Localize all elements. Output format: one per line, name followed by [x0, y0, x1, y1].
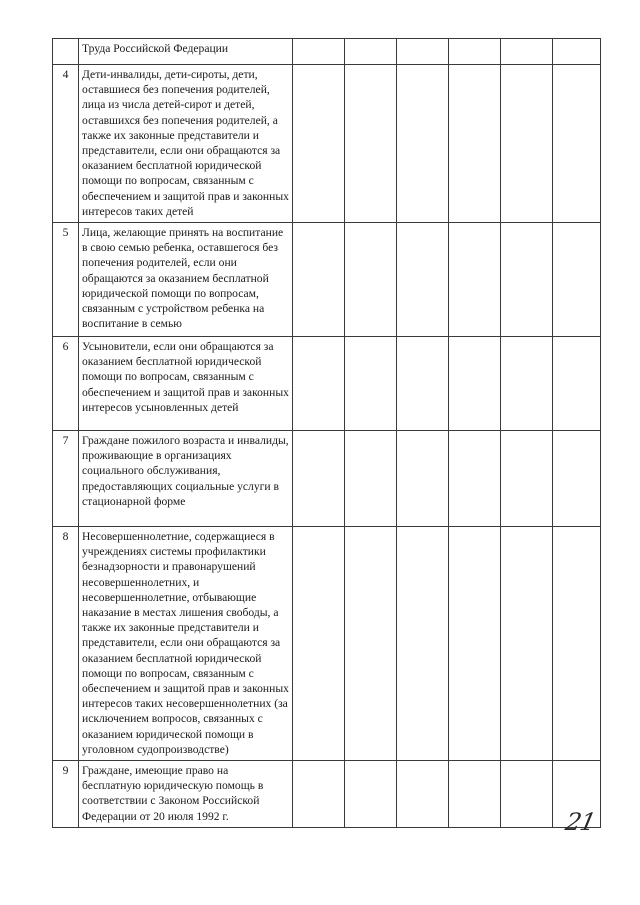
- empty-cell: [501, 39, 553, 65]
- table-row: [53, 223, 601, 337]
- row-number: 7: [53, 431, 79, 527]
- empty-cell: [397, 431, 449, 527]
- category-cell: Дети-инвалиды, дети-сироты, дети, оставшиеся без попечения родителей, лица из числа детей-сирот и детей, оставшихся без попечения родителей, а также их законные представители и представители, если они обращаются за оказанием бесплатной юридической помощи по вопросам, связанным с обеспечением и защитой прав и законных интересов таких детей: [79, 65, 293, 223]
- empty-cell: [397, 65, 449, 223]
- empty-cell: [449, 65, 501, 223]
- category-cell: Граждане, имеющие право на бесплатную юридическую помощь в соответствии с Законом Российской Федерации от 20 июля 1992 г.: [79, 761, 293, 828]
- empty-cell: [345, 431, 397, 527]
- empty-cell: [397, 527, 449, 761]
- empty-cell: [501, 223, 553, 337]
- empty-cell: [345, 527, 397, 761]
- empty-cell: [501, 527, 553, 761]
- table-row: [53, 39, 601, 65]
- empty-cell: [449, 223, 501, 337]
- page-number: 21: [563, 808, 598, 836]
- empty-cell: [345, 39, 397, 65]
- category-cell: Труда Российской Федерации: [79, 39, 293, 65]
- category-cell: Усыновители, если они обращаются за оказанием бесплатной юридической помощи по вопросам, связанным с обеспечением и защитой прав и законных интересов усыновленных детей: [79, 337, 293, 431]
- row-number: 6: [53, 337, 79, 431]
- empty-cell: [553, 431, 601, 527]
- empty-cell: [345, 761, 397, 828]
- table-row: [53, 527, 601, 761]
- table-row: [53, 431, 601, 527]
- empty-cell: [553, 65, 601, 223]
- empty-cell: [553, 223, 601, 337]
- empty-cell: [553, 337, 601, 431]
- empty-cell: [501, 431, 553, 527]
- empty-cell: [449, 527, 501, 761]
- empty-cell: [293, 527, 345, 761]
- table-row: [53, 337, 601, 431]
- empty-cell: [293, 39, 345, 65]
- row-number: 5: [53, 223, 79, 337]
- empty-cell: [501, 65, 553, 223]
- empty-cell: [293, 337, 345, 431]
- row-number: [53, 39, 79, 65]
- empty-cell: [449, 761, 501, 828]
- empty-cell: [449, 431, 501, 527]
- category-cell: Граждане пожилого возраста и инвалиды, проживающие в организациях социального обслуживания, предоставляющих социальные услуги в стационарной форме: [79, 431, 293, 527]
- document-table: [52, 38, 601, 828]
- empty-cell: [397, 39, 449, 65]
- empty-cell: [397, 223, 449, 337]
- empty-cell: [345, 223, 397, 337]
- empty-cell: [449, 337, 501, 431]
- category-cell: Лица, желающие принять на воспитание в свою семью ребенка, оставшегося без попечения родителей, если они обращаются за оказанием бесплатной юридической помощи по вопросам, связанным с устройством ребенка на воспитание в семью: [79, 223, 293, 337]
- empty-cell: [553, 527, 601, 761]
- row-number: 9: [53, 761, 79, 828]
- row-number: 8: [53, 527, 79, 761]
- empty-cell: [397, 337, 449, 431]
- table-row: [53, 761, 601, 828]
- empty-cell: [397, 761, 449, 828]
- empty-cell: [501, 761, 553, 828]
- row-number: 4: [53, 65, 79, 223]
- empty-cell: [345, 65, 397, 223]
- empty-cell: [345, 337, 397, 431]
- empty-cell: [293, 431, 345, 527]
- empty-cell: [553, 39, 601, 65]
- empty-cell: [293, 65, 345, 223]
- empty-cell: [449, 39, 501, 65]
- category-cell: Несовершеннолетние, содержащиеся в учреждениях системы профилактики безнадзорности и правонарушений несовершеннолетних, и несовершеннолетние, отбывающие наказание в местах лишения свободы, а также их законные представители и представители, если они обращаются за оказанием бесплатной юридической помощи по вопросам, связанным с обеспечением и защитой прав и законных интересов таких несовершеннолетних (за исключением вопросов, связанных с оказанием юридической помощи в уголовном судопроизводстве): [79, 527, 293, 761]
- empty-cell: [293, 223, 345, 337]
- empty-cell: [293, 761, 345, 828]
- empty-cell: [501, 337, 553, 431]
- table-row: [53, 65, 601, 223]
